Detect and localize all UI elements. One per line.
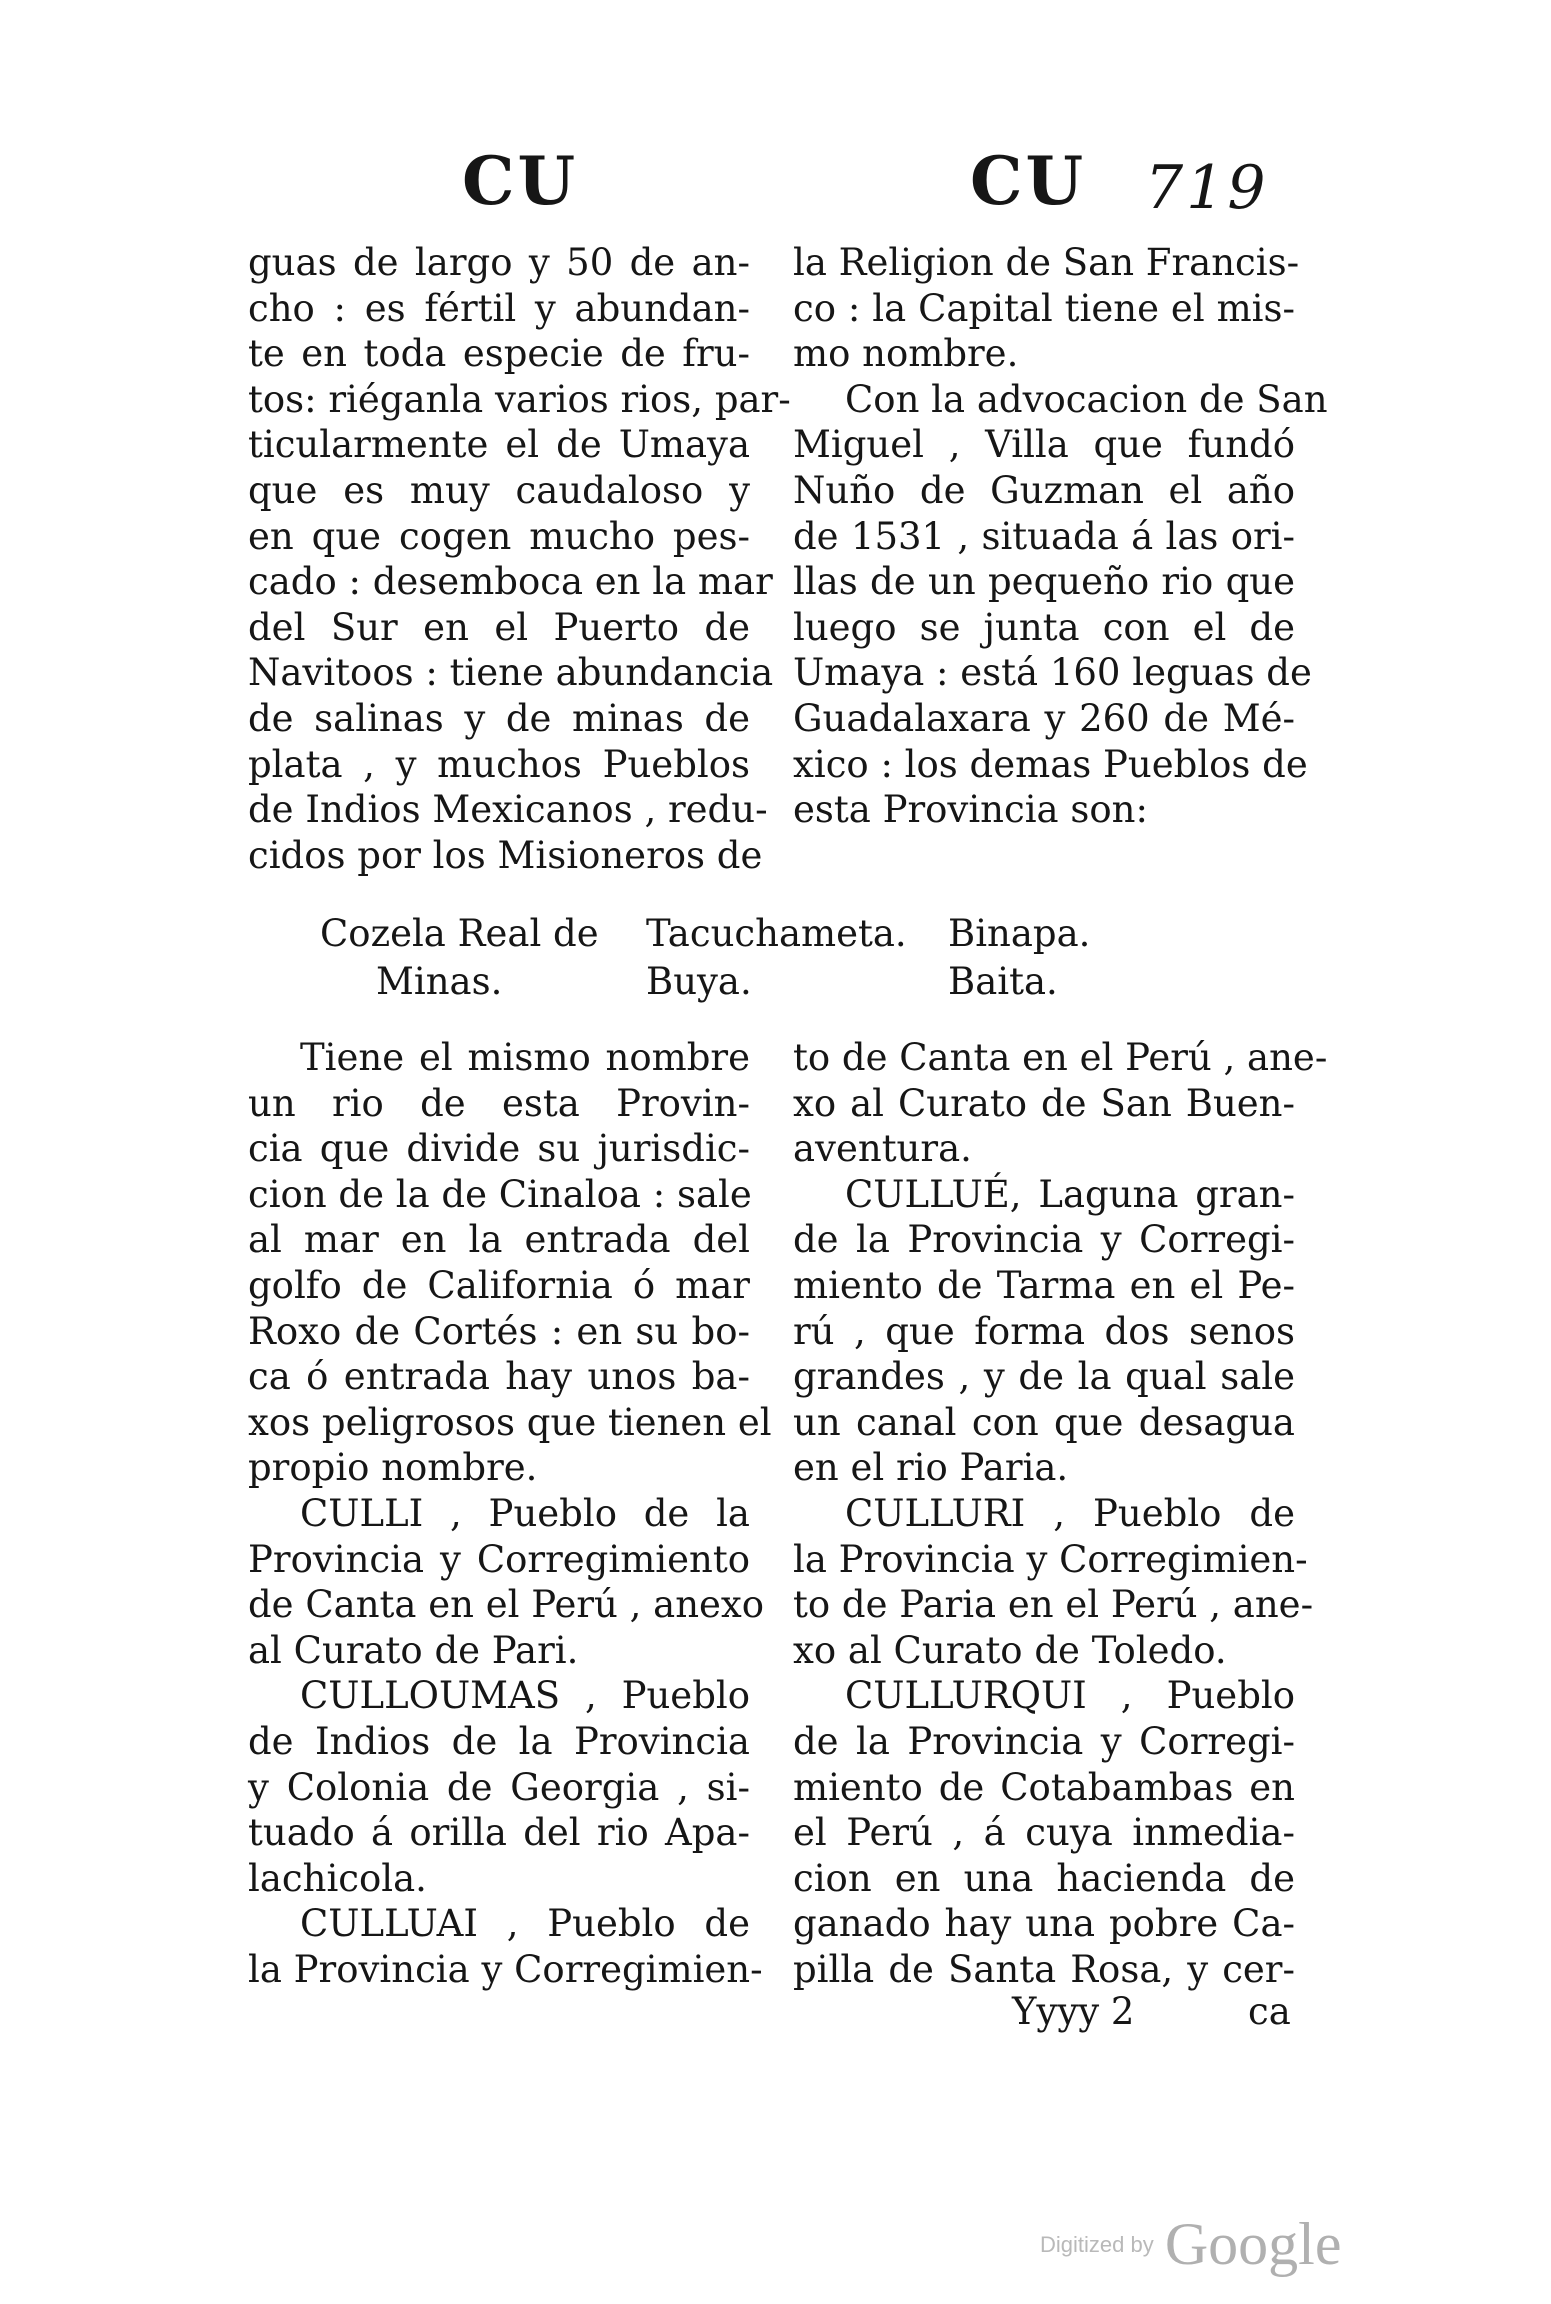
text-line: que es muy caudaloso y: [248, 468, 750, 512]
page-number: 719: [1145, 153, 1269, 223]
column-c-text: [248, 1035, 772, 1992]
entry-culluri: CULLURI , Pueblo de: [845, 1491, 1295, 1535]
google-logo: Google: [1164, 2211, 1342, 2277]
text-line: de Indios Mexicanos , redu-: [248, 788, 768, 832]
text-line: Nuño de Guzman el año: [793, 468, 1295, 512]
text-line: Umaya : está 160 leguas de: [793, 651, 1312, 695]
text-line: cho : es fértil y abundan-: [248, 286, 750, 330]
text-line: pilla de Santa Rosa, y cer-: [793, 1947, 1295, 1991]
column-a-text: [248, 240, 791, 878]
text-line: Con la advocacion de San: [845, 377, 1328, 421]
text-line: la Religion de San Francis-: [793, 241, 1300, 284]
running-head-right: CU: [970, 142, 1087, 220]
text-line: el Perú , á cuya inmedia-: [793, 1811, 1295, 1855]
text-line: miento de Cotabambas en: [793, 1765, 1295, 1809]
digitized-by-text: Digitized by: [1040, 2232, 1154, 2257]
text-line: del Sur en el Puerto de: [248, 605, 750, 649]
text-line: ticularmente el de Umaya: [248, 423, 750, 467]
text-line: y Colonia de Georgia , si-: [248, 1765, 750, 1809]
text-line: de salinas y de minas de: [248, 696, 750, 740]
text-line: cidos por los Misioneros de: [248, 833, 763, 877]
text-line: al Curato de Pari.: [248, 1628, 579, 1672]
running-head-left: CU: [462, 142, 579, 220]
text-line: grandes , y de la qual sale: [793, 1355, 1295, 1399]
pueblos-col-1: [320, 910, 599, 1006]
entry-cullurqui: CULLURQUI , Pueblo: [845, 1674, 1295, 1718]
text-line: luego se junta con el de: [793, 605, 1295, 649]
text-line: te en toda especie de fru-: [248, 332, 750, 376]
text-line: la Provincia y Corregimien-: [793, 1537, 1308, 1581]
text-line: en el rio Paria.: [793, 1446, 1069, 1490]
column-d-text: [793, 1035, 1328, 1992]
entry-culloumas: CULLOUMAS , Pueblo: [300, 1674, 750, 1718]
text-line: Tiene el mismo nombre: [300, 1036, 750, 1079]
text-line: cion en una hacienda de: [793, 1856, 1295, 1900]
signature-mark: Yyyy 2: [1012, 1990, 1135, 2033]
text-line: al mar en la entrada del: [248, 1218, 750, 1262]
text-line: xo al Curato de San Buen-: [793, 1081, 1295, 1125]
text-line: cion de la de Cinaloa : sale: [248, 1172, 752, 1216]
text-line: cia que divide su jurisdic-: [248, 1127, 750, 1171]
entry-cullue: CULLUÉ, Laguna gran-: [845, 1172, 1295, 1216]
text-line: rú , que forma dos senos: [793, 1309, 1295, 1353]
text-line: to de Canta en el Perú , ane-: [793, 1036, 1328, 1079]
text-line: co : la Capital tiene el mis-: [793, 286, 1295, 330]
catchword: ca: [1248, 1990, 1291, 2033]
text-line: xico : los demas Pueblos de: [793, 742, 1308, 786]
pueblo-name: Tacuchameta.: [646, 912, 907, 955]
text-line: Provincia y Corregimiento: [248, 1537, 750, 1581]
text-line: mo nombre.: [793, 332, 1019, 376]
text-line: ganado hay una pobre Ca-: [793, 1902, 1295, 1946]
text-line: llas de un pequeño rio que: [793, 560, 1295, 604]
text-line: ca ó entrada hay unos ba-: [248, 1355, 750, 1399]
text-line: Navitoos : tiene abundancia: [248, 651, 774, 695]
text-line: golfo de California ó mar: [248, 1263, 750, 1307]
text-line: Miguel , Villa que fundó: [793, 423, 1295, 467]
text-line: esta Provincia son:: [793, 788, 1148, 832]
pueblos-col-2: [646, 910, 907, 1006]
text-line: lachicola.: [248, 1856, 427, 1900]
text-line: plata , y muchos Pueblos: [248, 742, 750, 786]
text-line: Roxo de Cortés : en su bo-: [248, 1309, 750, 1353]
pueblo-name: Buya.: [646, 960, 752, 1003]
text-line: de 1531 , situada á las ori-: [793, 514, 1295, 558]
text-line: un canal con que desagua: [793, 1400, 1295, 1444]
text-line: un rio de esta Provin-: [248, 1081, 750, 1125]
text-line: de la Provincia y Corregi-: [793, 1218, 1295, 1262]
text-line: guas de largo y 50 de an-: [248, 241, 750, 284]
text-line: Guadalaxara y 260 de Mé-: [793, 696, 1295, 740]
text-line: xo al Curato de Toledo.: [793, 1628, 1227, 1672]
text-line: propio nombre.: [248, 1446, 538, 1490]
text-line: en que cogen mucho pes-: [248, 514, 750, 558]
text-line: cado : desemboca en la mar: [248, 560, 773, 604]
text-line: xos peligrosos que tienen el: [248, 1400, 772, 1444]
text-line: de la Provincia y Corregi-: [793, 1719, 1295, 1763]
text-line: tos: riéganla varios rios, par-: [248, 377, 791, 421]
pueblo-name: Minas.: [376, 960, 503, 1003]
entry-culluai: CULLUAI , Pueblo de: [300, 1902, 750, 1946]
pueblo-name: Cozela Real de: [320, 912, 599, 955]
text-line: aventura.: [793, 1127, 972, 1171]
column-b-text: [793, 240, 1328, 833]
text-line: to de Paria en el Perú , ane-: [793, 1583, 1314, 1627]
pueblos-col-3: [948, 910, 1090, 1006]
entry-culli: CULLI , Pueblo de la: [300, 1491, 750, 1535]
text-line: miento de Tarma en el Pe-: [793, 1263, 1295, 1307]
text-line: de Canta en el Perú , anexo: [248, 1583, 765, 1627]
pueblo-name: Binapa.: [948, 912, 1091, 955]
text-line: la Provincia y Corregimien-: [248, 1947, 763, 1991]
digitized-watermark: [1040, 2210, 1341, 2279]
text-line: tuado á orilla del rio Apa-: [248, 1811, 750, 1855]
pueblo-name: Baita.: [948, 960, 1058, 1003]
text-line: de Indios de la Provincia: [248, 1719, 750, 1763]
